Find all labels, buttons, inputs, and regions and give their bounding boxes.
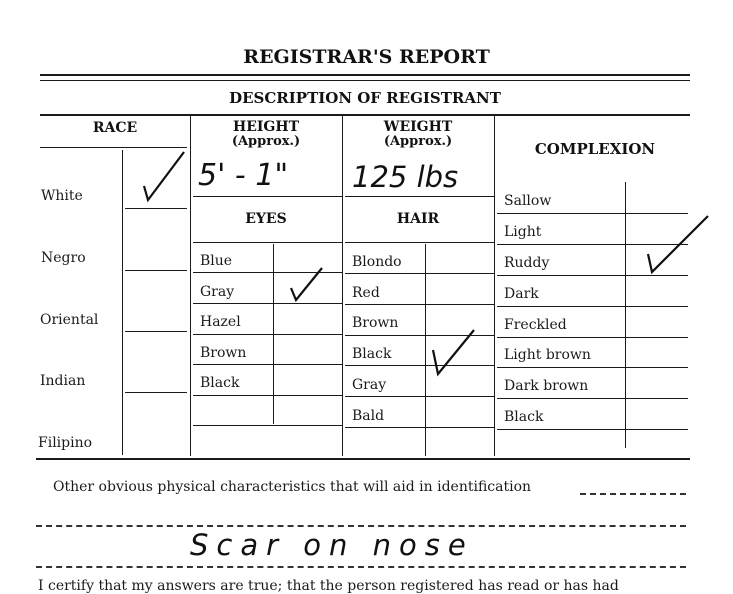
eyes-check-mark <box>288 266 328 306</box>
hair-option-gray: Gray <box>352 377 387 393</box>
col-sep-height <box>342 116 343 456</box>
eyes-option-brown: Brown <box>200 345 247 361</box>
hair-option-black: Black <box>352 346 392 362</box>
complexion-option-dark-brown: Dark brown <box>504 378 589 394</box>
complexion-rule <box>497 398 688 399</box>
weight-sub: (Approx.) <box>383 134 453 149</box>
complexion-option-light: Light <box>504 224 542 240</box>
complexion-check-col <box>625 182 626 448</box>
eyes-header-rule <box>193 242 342 243</box>
hair-check-mark <box>430 328 480 378</box>
other-dash-1 <box>580 493 686 495</box>
race-rule <box>125 270 187 271</box>
complexion-rule <box>497 275 688 276</box>
hair-rule <box>345 427 494 428</box>
hair-option-brown: Brown <box>352 315 399 331</box>
complexion-option-freckled: Freckled <box>504 317 567 333</box>
top-rule-2 <box>40 80 690 81</box>
eyes-rule <box>193 395 342 396</box>
race-check-col <box>122 150 123 455</box>
other-label: Other obvious physical characteristics that will aid in identification <box>53 479 532 495</box>
hair-option-bald: Bald <box>352 408 385 424</box>
section-rule <box>40 114 690 116</box>
race-header: RACE <box>92 120 138 136</box>
race-check-mark <box>138 148 198 208</box>
complexion-rule <box>497 429 688 430</box>
complexion-check-mark <box>642 214 712 274</box>
race-option-oriental: Oriental <box>40 312 99 328</box>
complexion-rule <box>497 306 688 307</box>
race-rule <box>125 331 187 332</box>
race-rule <box>125 208 187 209</box>
race-option-negro: Negro <box>41 250 86 266</box>
complexion-rule <box>497 367 688 368</box>
race-option-filipino: Filipino <box>38 435 93 451</box>
complexion-option-dark: Dark <box>504 286 539 302</box>
complexion-rule <box>497 337 688 338</box>
other-dash-2 <box>36 525 686 527</box>
eyes-option-blue: Blue <box>200 253 233 269</box>
other-value: Scar on nose <box>190 528 474 562</box>
eyes-rule <box>193 364 342 365</box>
race-option-indian: Indian <box>40 373 86 389</box>
eyes-option-hazel: Hazel <box>200 314 241 330</box>
hair-option-red: Red <box>352 285 380 301</box>
weight-value-rule <box>345 196 494 197</box>
top-rule <box>40 74 690 76</box>
complexion-option-light-brown: Light brown <box>504 347 591 363</box>
hair-rule <box>345 304 494 305</box>
weight-header: WEIGHT <box>383 119 453 135</box>
eyes-option-black: Black <box>200 375 240 391</box>
hair-option-blondo: Blondo <box>352 254 402 270</box>
height-sub: (Approx.) <box>231 134 301 149</box>
eyes-header: EYES <box>245 211 287 227</box>
hair-header: HAIR <box>396 211 440 227</box>
race-rule <box>125 392 187 393</box>
other-dash-3 <box>36 566 686 568</box>
hair-header-rule <box>345 242 494 243</box>
eyes-rule <box>193 334 342 335</box>
report-title: REGISTRAR'S REPORT <box>243 46 490 68</box>
hair-check-col <box>425 244 426 456</box>
col-sep-weight <box>494 116 495 456</box>
complexion-option-ruddy: Ruddy <box>504 255 550 271</box>
race-option-white: White <box>41 188 83 204</box>
weight-value: 125 lbs <box>352 160 459 194</box>
hair-rule <box>345 273 494 274</box>
table-bottom-rule <box>36 458 690 460</box>
eyes-option-gray: Gray <box>200 284 235 300</box>
certify-text: I certify that my answers are true; that the person registered has read or has had <box>38 578 619 594</box>
height-header: HEIGHT <box>232 119 300 135</box>
section-title: DESCRIPTION OF REGISTRANT <box>229 89 501 107</box>
complexion-header: COMPLEXION <box>534 140 656 158</box>
height-value: 5' - 1" <box>198 158 289 193</box>
height-value-rule <box>193 196 342 197</box>
hair-rule <box>345 396 494 397</box>
eyes-rule <box>193 425 342 426</box>
complexion-option-sallow: Sallow <box>504 193 552 209</box>
complexion-option-black: Black <box>504 409 544 425</box>
